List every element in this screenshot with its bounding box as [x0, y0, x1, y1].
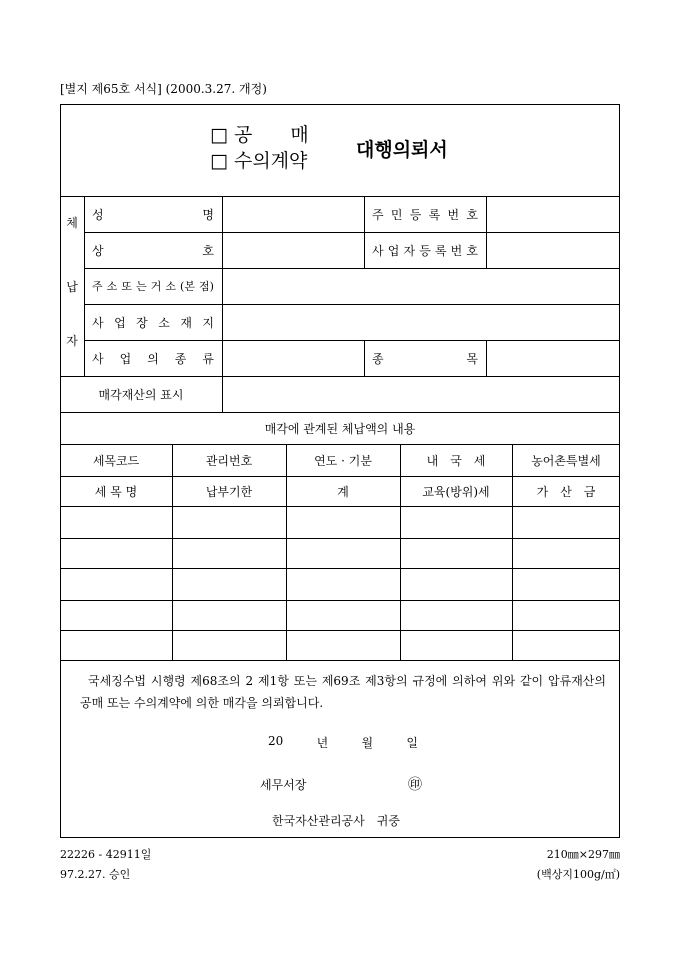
side-label-3: 자 [66, 333, 78, 348]
item-field[interactable] [487, 341, 619, 375]
trade-name-field[interactable] [223, 233, 363, 267]
brn-label: 사 업 자 등 록 번 호 [372, 243, 478, 258]
rrn-label: 주 민 등 록 번 호 [372, 207, 478, 222]
header-tax-name: 세 목 명 [94, 484, 138, 499]
business-type-label: 사 업 의 종 류 [92, 351, 214, 366]
table-row[interactable] [60, 538, 620, 568]
table-row[interactable] [60, 506, 620, 538]
address-label: 주 소 또 는 거 소 (본 점) [92, 280, 214, 293]
property-field[interactable] [223, 377, 619, 411]
business-address-field[interactable] [223, 305, 619, 339]
header-management-no: 관리번호 [205, 453, 253, 468]
header-penalty: 가 산 금 [536, 484, 596, 499]
business-address-label: 사 업 장 소 재 지 [92, 315, 214, 330]
table-row[interactable] [60, 630, 620, 660]
recipient: 한국자산관리공사 귀중 [272, 814, 400, 828]
side-label-1: 체 [66, 215, 78, 230]
brn-field[interactable] [487, 233, 619, 267]
approval-date: 97.2.27. 승인 [60, 868, 131, 881]
paper-type: (백상지100g/㎡) [536, 868, 620, 881]
property-label: 매각재산의 표시 [98, 387, 184, 402]
date-line: 20 년 월 일 [268, 734, 418, 750]
trade-name-label: 상 호 [92, 243, 214, 258]
rrn-field[interactable] [487, 197, 619, 231]
form-code: 22226 - 42911일 [60, 848, 152, 861]
item-label: 종 목 [372, 351, 478, 366]
table-row[interactable] [60, 600, 620, 630]
business-type-field[interactable] [223, 341, 363, 375]
seal-mark: ㊞ [408, 777, 422, 793]
header-tax-code: 세목코드 [92, 453, 140, 468]
name-label: 성 명 [92, 207, 214, 222]
divider [60, 660, 620, 661]
side-label-2: 납 [66, 279, 78, 294]
option-public-sale[interactable]: □ 공 매 [210, 124, 309, 146]
statement-text: 국세징수법 시행령 제68조의 2 제1항 또는 제69조 제3항의 규정에 의하여 위와 같이 압류재산의 공매 또는 수의계약에 의한 매각을 의뢰합니다. [80, 674, 606, 710]
option-private-contract[interactable]: □ 수의계약 [210, 150, 308, 172]
header-education-tax: 교육(방위)세 [422, 484, 490, 499]
form-title: 대행의뢰서 [356, 139, 448, 161]
header-total: 계 [337, 484, 349, 499]
form-id: [별지 제65호 서식] (2000.3.27. 개정) [60, 82, 267, 96]
header-rural-tax: 농어촌특별세 [531, 453, 601, 468]
name-field[interactable] [223, 197, 363, 231]
header-national-tax: 내 국 세 [426, 453, 486, 468]
paper-size: 210㎜×297㎜ [546, 848, 620, 861]
header-year-period: 연도 · 기분 [314, 453, 372, 468]
arrears-title: 매각에 관계된 체납액의 내용 [264, 421, 416, 436]
address-field[interactable] [223, 269, 619, 303]
signer: 세무서장 [260, 778, 307, 792]
table-row[interactable] [60, 568, 620, 600]
header-due-date: 납부기한 [205, 484, 253, 499]
